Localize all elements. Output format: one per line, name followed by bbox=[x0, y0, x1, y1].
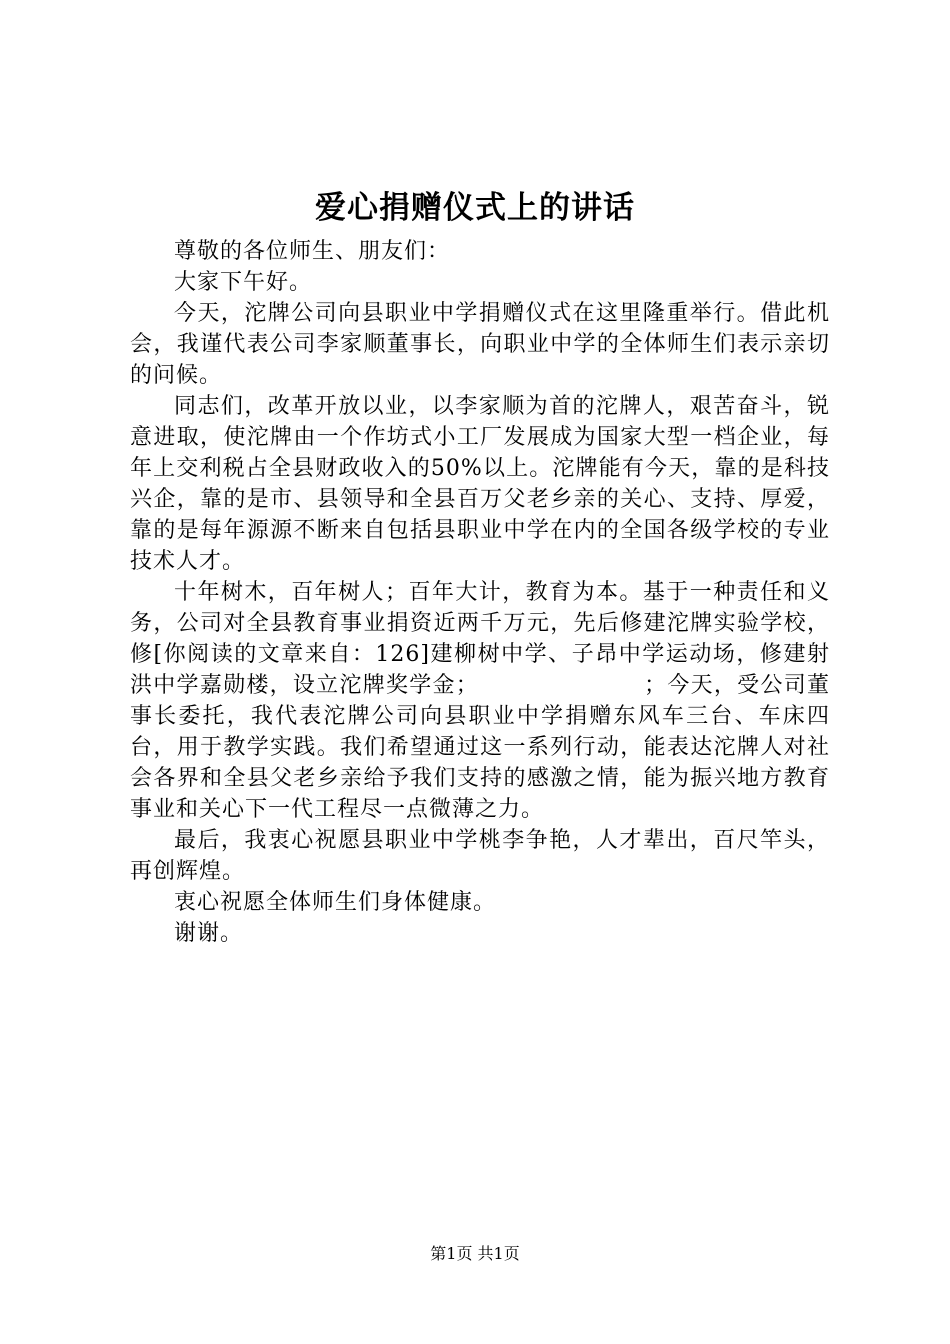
paragraph-company-history: 同志们，改革开放以业，以李家顺为首的沱牌人，艰苦奋斗，锐意进取，使沱牌由一个作坊式小工厂发展成为国家大型一档企业，每年上交利税占全县财政收入的50%以上。沱牌能有今天，靠的是科技兴企，靠的是市、县领导和全县百万父老乡亲的关心、支持、厚爱，靠的是每年源源不断来自包括县职业中学在内的全国各级学校的专业技术人才。 bbox=[130, 394, 830, 574]
greeting: 大家下午好。 bbox=[174, 270, 313, 295]
paragraph-opening: 今天，沱牌公司向县职业中学捐赠仪式在这里隆重举行。借此机会，我谨代表公司李家顺董事长，向职业中学的全体师生们表示亲切的问候。 bbox=[130, 301, 830, 388]
document-title: 爱心捐赠仪式上的讲话 bbox=[315, 190, 635, 226]
paragraph-health-wish: 衷心祝愿全体师生们身体健康。 bbox=[174, 890, 497, 915]
paragraph-education-donation: 十年树木，百年树人；百年大计，教育为本。基于一种责任和义务，公司对全县教育事业捐资近两千万元，先后修建沱牌实验学校，修[你阅读的文章来自：126]建柳树中学、子昂中学运动场，修建射洪中学嘉勋楼，设立沱牌奖学金； ；今天，受公司董事长委托，我代表沱牌公司向县职业中学捐赠东风车三台、车床四台，用于教学实践。我们希望通过这一系列行动，能表达沱牌人对社会各界和全县父老乡亲给予我们支持的感激之情，能为振兴地方教育事业和关心下一代工程尽一点微薄之力。 bbox=[130, 580, 830, 822]
paragraph-thanks: 谢谢。 bbox=[174, 921, 244, 946]
document-body bbox=[130, 236, 830, 949]
salutation: 尊敬的各位师生、朋友们： bbox=[174, 239, 451, 264]
paragraph-closing-wish: 最后，我衷心祝愿县职业中学桃李争艳，人才辈出，百尺竿头，再创辉煌。 bbox=[130, 828, 830, 884]
page-footer bbox=[0, 1243, 950, 1265]
page-number: 第1页 共1页 bbox=[430, 1244, 520, 1263]
